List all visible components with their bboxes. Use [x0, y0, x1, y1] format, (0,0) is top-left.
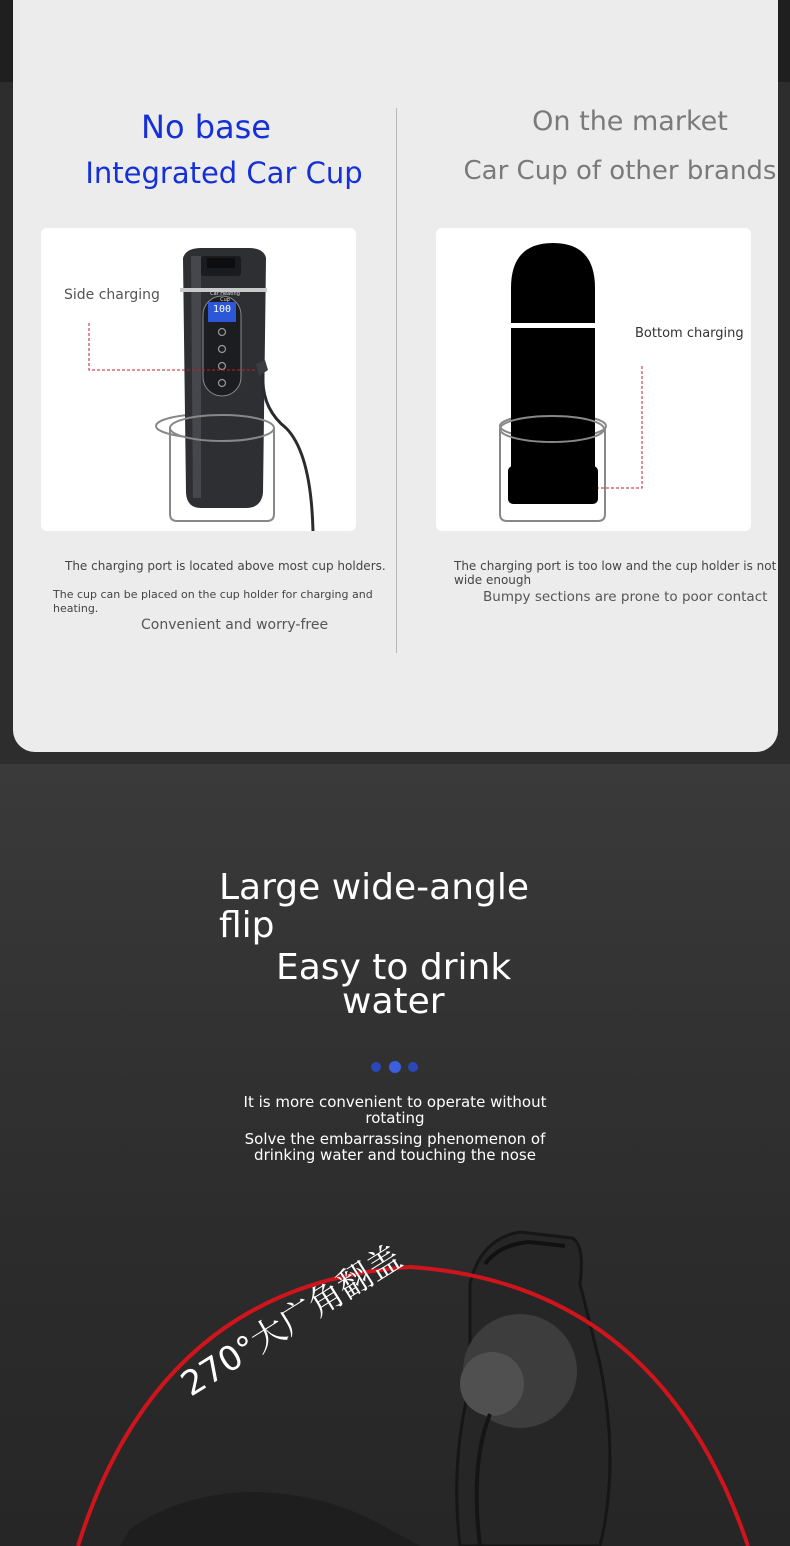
- arc-label: 270°大广角翻盖: [174, 1237, 410, 1405]
- feature-title-line1: Large wide-angle: [219, 867, 530, 908]
- side-charging-callout: Side charging: [64, 287, 160, 303]
- feature-body-1: It is more convenient to operate without rotating: [243, 1093, 547, 1127]
- bottom-charging-callout: Bottom charging: [635, 326, 744, 341]
- right-title-line2: Car Cup of other brands: [463, 156, 777, 186]
- right-note-1: The charging port is too low and the cup holder is not wide enough: [454, 559, 777, 587]
- feature-title-line2: flip: [219, 905, 275, 946]
- left-note-1: The charging port is located above most cup holders.: [65, 559, 386, 573]
- top-dark-strip-right: [778, 0, 790, 82]
- left-note-2: The cup can be placed on the cup holder for charging and heating.: [53, 588, 373, 615]
- feature-body-2: Solve the embarrassing phenomenon of drinking water and touching the nose: [244, 1130, 546, 1164]
- other-brand-cup-illustration: [436, 228, 751, 531]
- other-brand-cup-card: [436, 228, 751, 531]
- right-note-2: Bumpy sections are prone to poor contact: [483, 589, 768, 605]
- right-title-line1: On the market: [532, 106, 728, 137]
- feature-title-line4: water: [342, 981, 445, 1022]
- integrated-cup-card: [41, 228, 356, 531]
- integrated-cup-illustration: [41, 228, 356, 531]
- wide-angle-flip-section: [0, 764, 790, 1546]
- feature-title-line3: Easy to drink: [276, 947, 512, 988]
- left-title-line2: Integrated Car Cup: [85, 156, 363, 190]
- display-value: 100: [212, 304, 232, 315]
- column-divider: [396, 108, 397, 653]
- left-title-line1: No base: [141, 108, 271, 146]
- product-label: Car Heating Cup: [210, 291, 240, 303]
- left-note-3: Convenient and worry-free: [141, 617, 329, 633]
- flip-lid-illustration: [0, 764, 790, 1546]
